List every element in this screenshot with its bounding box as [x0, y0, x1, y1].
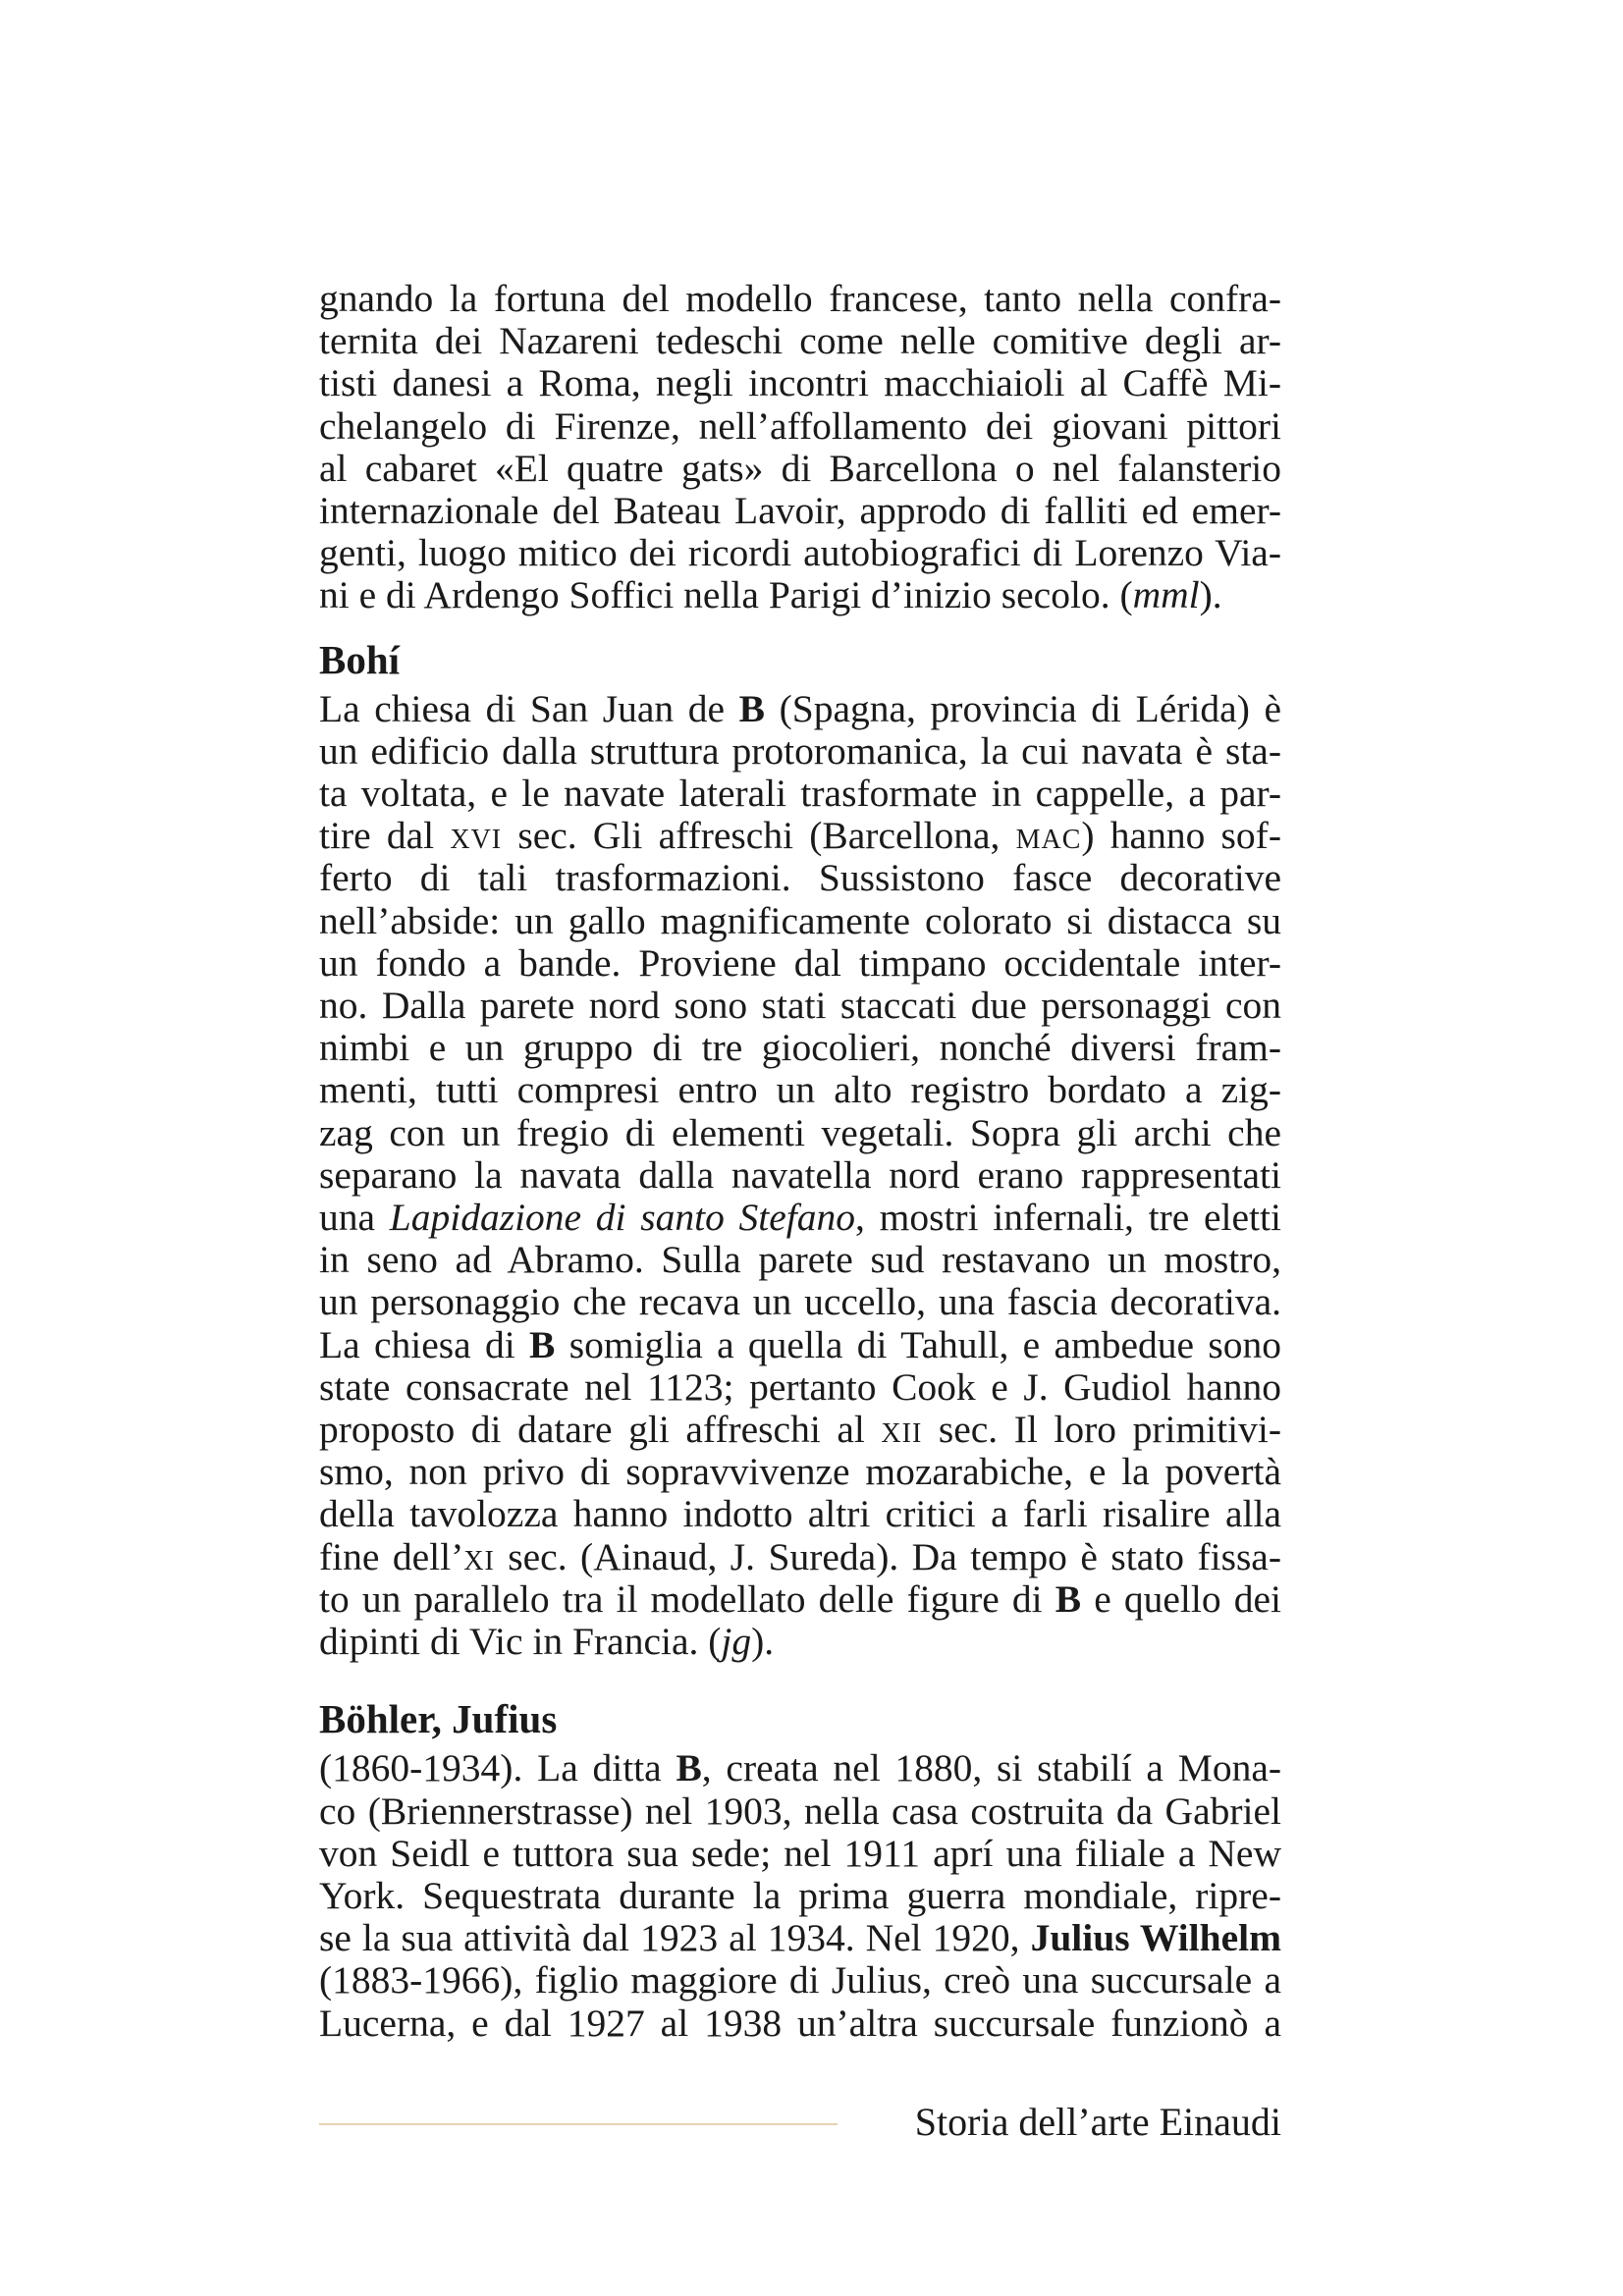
- text-line: [319, 1621, 1281, 1663]
- entry-abbrev: B: [738, 686, 766, 730]
- text-line: tisti danesi a Roma, negli incontri macchiaioli al Caffè Mi-: [319, 361, 1281, 405]
- text-segment: dipinti di Vic in Francia. (: [319, 1620, 722, 1664]
- text-line: [319, 1409, 1281, 1451]
- text-segment: somiglia a quella di Tahull, e ambedue sono: [555, 1322, 1281, 1366]
- text-segment: ni e di Ardengo Soffici nella Parigi d’inizio secolo. (: [319, 573, 1133, 617]
- museum-abbrev: mac: [1015, 814, 1082, 858]
- person-name: Julius Wilhelm: [1030, 1916, 1282, 1960]
- text-segment: (Spagna, provincia di Lérida) è: [765, 686, 1281, 730]
- century-numeral: xii: [881, 1408, 923, 1452]
- text-line: [319, 1917, 1281, 1959]
- text-segment: fine dell’: [319, 1534, 464, 1578]
- text-line: (1883-1966), figlio maggiore di Julius, creò una succursale a: [319, 1958, 1281, 2002]
- text-segment: (1860-1934). La ditta: [319, 1746, 676, 1790]
- text-line: [319, 1197, 1281, 1239]
- text-segment: , creata nel 1880, si stabilí a Mona-: [701, 1746, 1282, 1790]
- text-line: nell’abside: un gallo magnificamente colorato si distacca su: [319, 898, 1281, 942]
- text-line: ternita dei Nazareni tedeschi come nelle comitive degli ar-: [319, 319, 1281, 363]
- text-segment: sec. Il loro primitivi-: [922, 1408, 1281, 1452]
- entry-abbrev: B: [1055, 1576, 1082, 1621]
- text-line: von Seidl e tuttora sua sede; nel 1911 aprí una filiale a New: [319, 1831, 1281, 1875]
- text-segment: una: [319, 1196, 390, 1240]
- intro-paragraph: [319, 278, 1281, 617]
- text-line: zag con un fregio di elementi vegetali. Sopra gli archi che: [319, 1110, 1281, 1154]
- text-segment: La chiesa di San Juan de: [319, 686, 739, 730]
- text-line: [319, 815, 1281, 857]
- text-line: Lucerna, e dal 1927 al 1938 un’altra succursale funzionò a: [319, 2001, 1281, 2045]
- text-segment: La chiesa di: [319, 1322, 530, 1366]
- text-line: [319, 1747, 1281, 1789]
- footer-rule: [319, 2123, 838, 2125]
- entry-abbrev: B: [529, 1322, 556, 1366]
- text-line: nimbi e un gruppo di tre giocolieri, nonché diversi fram-: [319, 1026, 1281, 1070]
- text-line: genti, luogo mitico dei ricordi autobiografici di Lorenzo Via-: [319, 531, 1281, 575]
- text-line: menti, tutti compresi entro un alto registro bordato a zig-: [319, 1068, 1281, 1112]
- page-footer: [319, 2099, 1281, 2148]
- text-segment: , mostri infernali, tre eletti: [855, 1196, 1281, 1240]
- text-segment: tire dal: [319, 814, 451, 858]
- text-segment: ) hanno sof-: [1081, 814, 1281, 858]
- text-segment: e quello dei: [1081, 1576, 1281, 1621]
- text-line: chelangelo di Firenze, nell’affollamento dei giovani pittori: [319, 403, 1281, 448]
- text-segment: se la sua attività dal 1923 al 1934. Nel 1920,: [319, 1916, 1031, 1960]
- artwork-title: Lapidazione di santo Stefano: [389, 1196, 856, 1240]
- text-line: ferto di tali trasformazioni. Sussistono fasce decorative: [319, 856, 1281, 900]
- century-numeral: xvi: [450, 814, 503, 858]
- text-segment: proposto di datare gli affreschi al: [319, 1408, 882, 1452]
- text-line: della tavolozza hanno indotto altri critici a farli risalire alla: [319, 1492, 1281, 1536]
- text-line: un fondo a bande. Proviene dal timpano occidentale inter-: [319, 940, 1281, 985]
- text-segment: to un parallelo tra il modellato delle figure di: [319, 1576, 1055, 1621]
- entry-heading-bohler: Böhler, Jufius: [319, 1696, 558, 1742]
- entry-abbrev: B: [676, 1746, 702, 1790]
- text-line: [319, 574, 1281, 616]
- text-line: no. Dalla parete nord sono stati staccati due personaggi con: [319, 984, 1281, 1028]
- text-line: separano la navata dalla navatella nord erano rappresentati: [319, 1152, 1281, 1197]
- century-numeral: xi: [463, 1534, 495, 1578]
- text-line: internazionale del Bateau Lavoir, approdo di falliti ed emer-: [319, 489, 1281, 533]
- text-line: un personaggio che recava un uccello, una fascia decorativa.: [319, 1280, 1281, 1324]
- text-segment: sec. Gli affreschi (Barcellona,: [502, 814, 1016, 858]
- text-line: ta voltata, e le navate laterali trasformate in cappelle, a par-: [319, 772, 1281, 816]
- text-segment: sec. (Ainaud, J. Sureda). Da tempo è stato fissa-: [494, 1534, 1281, 1578]
- text-line: [319, 1578, 1281, 1621]
- entry-bohler-text: [319, 1747, 1281, 2044]
- text-line: [319, 688, 1281, 730]
- text-line: state consacrate nel 1123; pertanto Cook e J. Gudiol hanno: [319, 1364, 1281, 1409]
- text-line: York. Sequestrata durante la prima guerra mondiale, ripre-: [319, 1873, 1281, 1917]
- text-segment: ).: [751, 1620, 775, 1664]
- text-line: [319, 1536, 1281, 1578]
- entry-bohi-text: [319, 688, 1281, 1664]
- text-segment: ).: [1199, 573, 1222, 617]
- footer-title: Storia dell’arte Einaudi: [914, 2100, 1281, 2144]
- author-initials: mml: [1132, 573, 1200, 617]
- text-line: un edificio dalla struttura protoromanica, la cui navata è sta-: [319, 728, 1281, 773]
- entry-heading-bohi: Bohí: [319, 636, 401, 682]
- text-line: in seno ad Abramo. Sulla parete sud restavano un mostro,: [319, 1238, 1281, 1282]
- page-body: [319, 278, 1281, 2045]
- text-line: gnando la fortuna del modello francese, tanto nella confra-: [319, 277, 1281, 320]
- text-line: al cabaret «El quatre gats» di Barcellona o nel falansterio: [319, 446, 1281, 490]
- text-line: co (Briennerstrasse) nel 1903, nella casa costruita da Gabriel: [319, 1789, 1281, 1833]
- text-line: [319, 1324, 1281, 1366]
- text-line: smo, non privo di sopravvivenze mozarabiche, e la povertà: [319, 1450, 1281, 1494]
- author-initials: jg: [721, 1620, 752, 1664]
